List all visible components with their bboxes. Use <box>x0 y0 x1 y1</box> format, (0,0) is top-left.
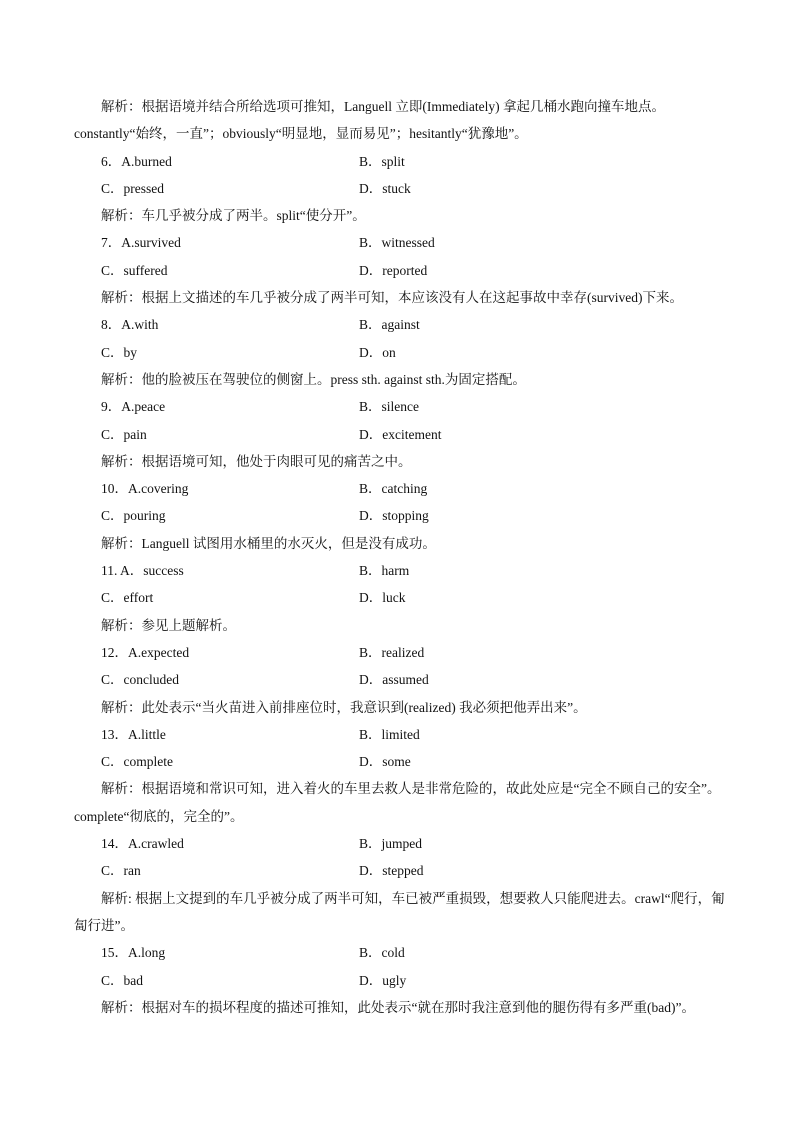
question-15-options-ab <box>74 939 726 966</box>
option-11b: B．harm <box>359 563 410 579</box>
question-6-options-ab <box>74 148 726 175</box>
question-11-options-ab <box>74 557 726 584</box>
question-10-options-cd <box>74 502 726 529</box>
option-8c: C．by <box>101 344 138 360</box>
option-12c: C．concluded <box>101 672 179 688</box>
option-11a: 11. A．success <box>101 563 184 579</box>
question-9-options-ab <box>74 393 726 420</box>
option-6c: C．pressed <box>101 180 164 196</box>
explanation-11: 解析：参见上题解析。 <box>101 617 236 633</box>
option-10b: B．catching <box>359 481 428 497</box>
question-13-options-cd <box>74 748 726 775</box>
explanation-7: 解析：根据上文描述的车几乎被分成了两半可知，本应该没有人在这起事故中幸存(survived)下来。 <box>101 290 683 306</box>
option-14c: C．ran <box>101 863 141 879</box>
explanation-9: 解析：根据语境可知，他处于肉眼可见的痛苦之中。 <box>101 453 412 469</box>
explanation-12: 解析：此处表示“当火苗进入前排座位时，我意识到(realized) 我必须把他弄出来”。 <box>101 699 587 715</box>
option-6d: D．stuck <box>359 180 411 196</box>
explanation-13: 解析：根据语境和常识可知，进入着火的车里去救人是非常危险的，故此处应是“完全不顾自己的安全”。complete“彻底的，完全的”。 <box>74 781 721 824</box>
option-12a: 12．A.expected <box>101 644 190 660</box>
option-12b: B．realized <box>359 644 425 660</box>
option-13c: C．complete <box>101 754 173 770</box>
option-13d: D．some <box>359 754 411 770</box>
explanation-8: 解析：他的脸被压在驾驶位的侧窗上。press sth. against sth.为固定搭配。 <box>101 371 526 387</box>
question-10-options-ab <box>74 475 726 502</box>
question-7-options-cd <box>74 257 726 284</box>
option-9b: B．silence <box>359 399 419 415</box>
option-11c: C．effort <box>101 590 154 606</box>
option-7b: B．witnessed <box>359 235 435 251</box>
option-10a: 10．A.covering <box>101 481 189 497</box>
question-14-options-cd <box>74 857 726 884</box>
option-9a: 9．A.peace <box>101 399 166 415</box>
option-7a: 7．A.survived <box>101 235 181 251</box>
option-12d: D．assumed <box>359 672 429 688</box>
document-page <box>74 93 726 1021</box>
option-15d: D．ugly <box>359 972 407 988</box>
explanation-5: 解析：根据语境并结合所给选项可推知，Languell 立即(Immediately) 拿起几桶水跑向撞车地点。constantly“始终，一直”；obviously“明显地，显而易见”；hesitantly“犹豫地”。 <box>74 99 665 142</box>
option-11d: D．luck <box>359 590 406 606</box>
question-8-options-cd <box>74 339 726 366</box>
explanation-14: 解析: 根据上文提到的车几乎被分成了两半可知，车已被严重损毁，想要救人只能爬进去。crawl“爬行，匍匐行进”。 <box>74 890 725 933</box>
option-15a: 15．A.long <box>101 945 166 961</box>
explanation-6: 解析：车几乎被分成了两半。split“使分开”。 <box>101 208 366 224</box>
option-9c: C．pain <box>101 426 147 442</box>
option-8a: 8．A.with <box>101 317 159 333</box>
option-13b: B．limited <box>359 726 420 742</box>
option-15c: C．bad <box>101 972 143 988</box>
question-14-options-ab <box>74 830 726 857</box>
question-12-options-ab <box>74 639 726 666</box>
explanation-15: 解析：根据对车的损坏程度的描述可推知，此处表示“就在那时我注意到他的腿伤得有多严重(bad)”。 <box>101 999 695 1015</box>
option-7d: D．reported <box>359 262 428 278</box>
question-8-options-ab <box>74 311 726 338</box>
option-9d: D．excitement <box>359 426 442 442</box>
option-8d: D．on <box>359 344 396 360</box>
question-7-options-ab <box>74 229 726 256</box>
option-8b: B．against <box>359 317 420 333</box>
option-10d: D．stopping <box>359 508 429 524</box>
question-15-options-cd <box>74 967 726 994</box>
question-11-options-cd <box>74 584 726 611</box>
option-13a: 13．A.little <box>101 726 166 742</box>
question-12-options-cd <box>74 666 726 693</box>
option-14b: B．jumped <box>359 836 422 852</box>
option-10c: C．pouring <box>101 508 166 524</box>
question-9-options-cd <box>74 421 726 448</box>
option-14d: D．stepped <box>359 863 424 879</box>
option-6b: B．split <box>359 153 405 169</box>
question-13-options-ab <box>74 721 726 748</box>
option-7c: C．suffered <box>101 262 168 278</box>
option-15b: B．cold <box>359 945 405 961</box>
option-14a: 14．A.crawled <box>101 836 184 852</box>
option-6a: 6．A.burned <box>101 153 172 169</box>
question-6-options-cd <box>74 175 726 202</box>
explanation-10: 解析：Languell 试图用水桶里的水灭火，但是没有成功。 <box>101 535 436 551</box>
